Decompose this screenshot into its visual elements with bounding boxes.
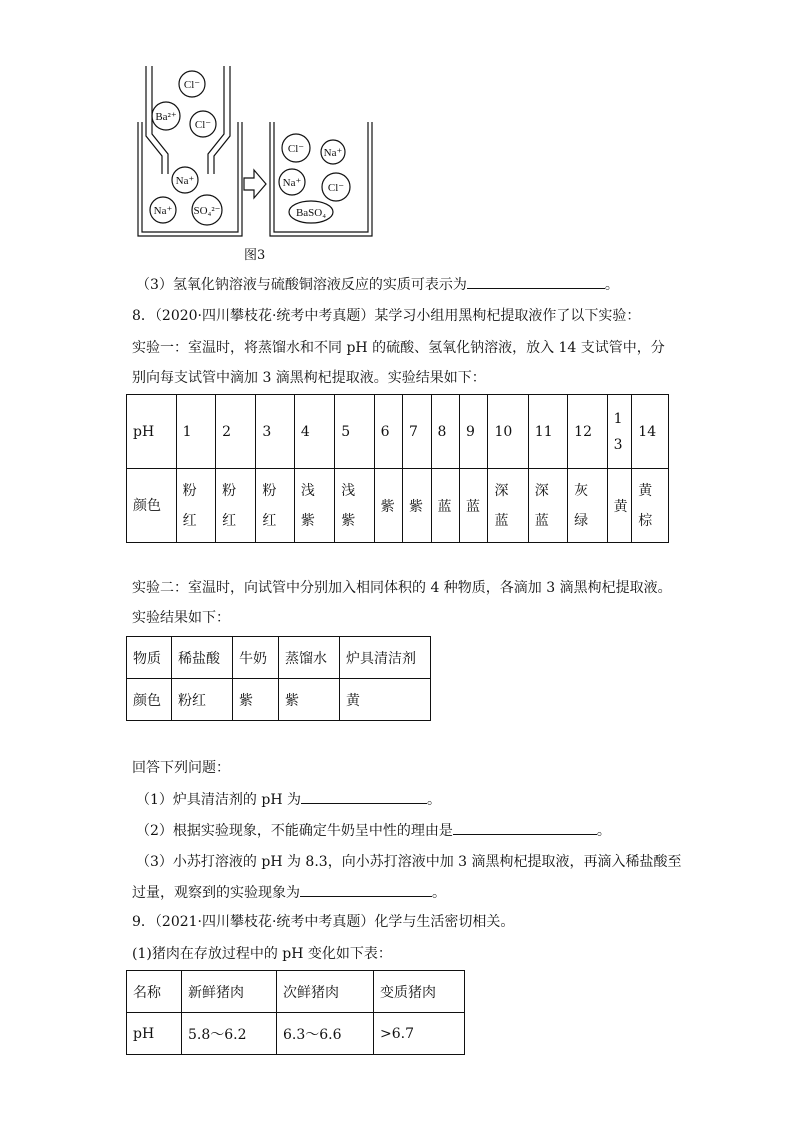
dropper-right-wall [214, 66, 230, 174]
table-cell: 新鲜猪肉 [182, 971, 277, 1013]
q8-exp2-line2: 实验结果如下： [132, 610, 230, 626]
table-cell: 黄 [340, 679, 431, 721]
table-cell: 10 [488, 395, 528, 469]
table-cell: 2 [216, 395, 256, 469]
table-row [127, 679, 431, 721]
q8-title: 8．（2020·四川攀枝花·统考中考真题）某学习小组用黑枸杞提取液作了以下实验： [132, 308, 641, 324]
table-cell: 粉红 [216, 469, 256, 543]
table-cell: 黄 [607, 469, 632, 543]
ion-na-1: Na⁺ [175, 175, 195, 187]
ion-cl-2: Cl⁻ [194, 119, 212, 131]
table-cell: 12 [568, 395, 607, 469]
q8-exp1-line1: 实验一：室温时，将蒸馏水和不同 pH 的硫酸、氢氧化钠溶液，放入 14 支试管中，分 [132, 340, 665, 356]
table-cell: 紫 [233, 679, 279, 721]
table-cell: 4 [294, 395, 334, 469]
table-cell: >6.7 [374, 1013, 465, 1055]
q8-exp1-line2: 别向每支试管中滴加 3 滴黑枸杞提取液。实验结果如下： [132, 370, 486, 386]
ion-na-2: Na⁺ [153, 205, 173, 217]
table-row [127, 971, 465, 1013]
table-cell: pH [127, 395, 177, 469]
ion-cl-4: Cl⁻ [327, 182, 345, 194]
table-row [127, 1013, 465, 1055]
table-cell: 14 [632, 395, 669, 469]
q8-sub2: （2）根据实验现象，不能确定牛奶呈中性的理由是 。 [136, 820, 611, 841]
ion-na-3: Na⁺ [323, 147, 343, 159]
table-row [127, 469, 669, 543]
table-cell: 颜色 [127, 679, 172, 721]
table-cell: 浅紫 [335, 469, 374, 543]
table-cell: 蓝 [431, 469, 459, 543]
ion-reaction-diagram [130, 62, 380, 262]
table-cell: 5 [335, 395, 374, 469]
table-cell: 蒸馏水 [279, 637, 340, 679]
table-cell: 6.3～6.6 [277, 1013, 374, 1055]
table-cell: 紫 [374, 469, 402, 543]
table-cell: 变质猪肉 [374, 971, 465, 1013]
table-cell: 深蓝 [528, 469, 567, 543]
ph-color-table [126, 394, 669, 543]
table-cell: 颜色 [127, 469, 177, 543]
table-cell: 紫 [279, 679, 340, 721]
table-cell: 11 [528, 395, 567, 469]
figure-caption: 图3 [244, 248, 266, 263]
table-cell: 5.8～6.2 [182, 1013, 277, 1055]
answer-blank[interactable] [453, 820, 597, 835]
q8-answer-intro: 回答下列问题： [132, 760, 230, 776]
pork-ph-table [126, 970, 465, 1055]
table-cell: 3 [256, 395, 294, 469]
table-cell: 牛奶 [233, 637, 279, 679]
ion-ba: Ba²⁺ [155, 111, 177, 123]
table-cell: 灰绿 [568, 469, 607, 543]
table-cell: 粉红 [172, 679, 233, 721]
q8-sub3-line1: （3）小苏打溶液的 pH 为 8.3，向小苏打溶液中加 3 滴黑枸杞提取液，再滴入稀盐酸至 [136, 854, 682, 870]
table-cell: 物质 [127, 637, 172, 679]
answer-blank[interactable] [300, 882, 432, 897]
table-cell: 粉红 [256, 469, 294, 543]
table-cell: 次鲜猪肉 [277, 971, 374, 1013]
precipitate-baso4: BaSO₄ [295, 207, 327, 219]
q9-title: 9．（2021·四川攀枝花·统考中考真题）化学与生活密切相关。 [132, 914, 515, 930]
q9-intro: (1)猪肉在存放过程中的 pH 变化如下表： [132, 946, 392, 962]
table-cell: 7 [403, 395, 431, 469]
table-cell: 8 [431, 395, 459, 469]
q7-part3: （3）氢氧化钠溶液与硫酸铜溶液反应的实质可表示为 。 [136, 274, 619, 295]
table-cell: 蓝 [459, 469, 487, 543]
table-cell: 深蓝 [488, 469, 528, 543]
table-cell: 粉红 [176, 469, 215, 543]
table-row [127, 637, 431, 679]
table-cell: 6 [374, 395, 402, 469]
table-row [127, 395, 669, 469]
table-cell: 稀盐酸 [172, 637, 233, 679]
table-cell: 9 [459, 395, 487, 469]
table-cell: 紫 [403, 469, 431, 543]
ion-so4: SO₄²⁻ [193, 205, 221, 217]
table-cell: 浅紫 [294, 469, 334, 543]
substance-color-table [126, 636, 431, 721]
table-cell: 名称 [127, 971, 182, 1013]
table-cell: 黄棕 [632, 469, 669, 543]
ion-na-4: Na⁺ [282, 177, 302, 189]
q8-sub3-line2: 过量，观察到的实验现象为 。 [132, 882, 446, 903]
q8-exp2-line1: 实验二：室温时，向试管中分别加入相同体积的 4 种物质，各滴加 3 滴黑枸杞提取液。 [132, 580, 672, 596]
arrow-icon [244, 170, 266, 198]
answer-blank[interactable] [301, 789, 427, 804]
table-cell: 1 [176, 395, 215, 469]
table-cell: 13 [607, 395, 632, 469]
q8-sub1: （1）炉具清洁剂的 pH 为 。 [136, 789, 441, 810]
table-cell: 炉具清洁剂 [340, 637, 431, 679]
table-cell: pH [127, 1013, 182, 1055]
ion-cl-1: Cl⁻ [183, 79, 201, 91]
ion-cl-3: Cl⁻ [287, 143, 305, 155]
answer-blank[interactable] [467, 274, 605, 289]
